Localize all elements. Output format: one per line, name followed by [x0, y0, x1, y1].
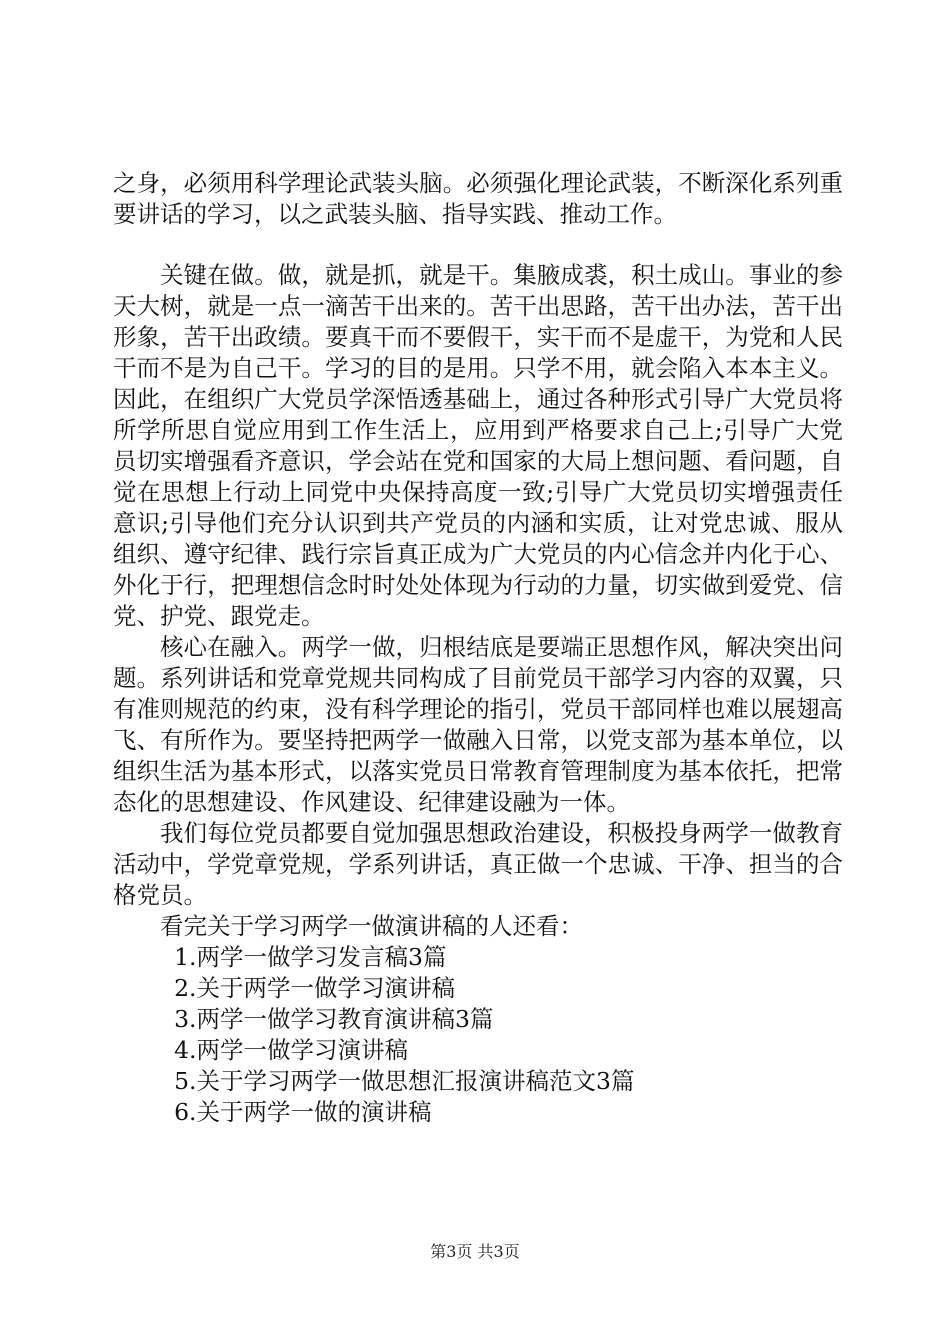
related-heading: 看完关于学习两学一做演讲稿的人还看：: [160, 912, 583, 940]
paragraph-core-in-integration: 核心在融入。两学一做，归根结底是要端正思想作风，解决突出问题。系列讲话和党章党规共同构成了目前党员干部学习内容的双翼，只有准则规范的约束，没有科学理论的指引，党员干部同样也难以展翅高飞、有所作为。要坚持把两学一做融入日常，以党支部为基本单位，以组织生活为基本形式，以落实党员日常教育管理制度为基本依托，把常态化的思想建设、作风建设、纪律建设融为一体。: [113, 633, 843, 816]
related-link-5[interactable]: 5.关于学习两学一做思想汇报演讲稿范文3篇: [174, 1067, 635, 1095]
related-link-1[interactable]: 1.两学一做学习发言稿3篇: [174, 943, 447, 971]
related-list: [113, 942, 843, 1128]
paragraph-gap: [113, 230, 843, 260]
related-link-2[interactable]: 2.关于两学一做学习演讲稿: [174, 974, 456, 1002]
paragraph-continuation: 之身，必须用科学理论武装头脑。必须强化理论武装，不断深化系列重要讲话的学习，以之武装头脑、指导实践、推动工作。: [113, 169, 843, 228]
page-footer: 第3页 共3页: [430, 1242, 520, 1261]
related-link-6[interactable]: 6.关于两学一做的演讲稿: [174, 1098, 432, 1126]
related-link-3[interactable]: 3.两学一做学习教育演讲稿3篇: [174, 1005, 494, 1033]
paragraph-conclusion: 我们每位党员都要自觉加强思想政治建设，积极投身两学一做教育活动中，学党章党规，学系列讲话，真正做一个忠诚、干净、担当的合格党员。: [113, 819, 843, 909]
document-body: [113, 168, 843, 1128]
related-link-4[interactable]: 4.两学一做学习演讲稿: [174, 1036, 409, 1064]
paragraph-key-in-doing: 关键在做。做，就是抓，就是干。集腋成裘，积土成山。事业的参天大树，就是一点一滴苦干出来的。苦干出思路，苦干出办法，苦干出形象，苦干出政绩。要真干而不要假干，实干而不是虚干，为党和人民干而不是为自己干。学习的目的是用。只学不用，就会陷入本本主义。因此，在组织广大党员学深悟透基础上，通过各种形式引导广大党员将所学所思自觉应用到工作生活上，应用到严格要求自己上;引导广大党员切实增强看齐意识，学会站在党和国家的大局上想问题、看问题，自觉在思想上行动上同党中央保持高度一致;引导广大党员切实增强责任意识;引导他们充分认识到共产党员的内涵和实质，让对党忠诚、服从组织、遵守纪律、践行宗旨真正成为广大党员的内心信念并内化于心、外化于行，把理想信念时时处处体现为行动的力量，切实做到爱党、信党、护党、跟党走。: [113, 261, 843, 630]
